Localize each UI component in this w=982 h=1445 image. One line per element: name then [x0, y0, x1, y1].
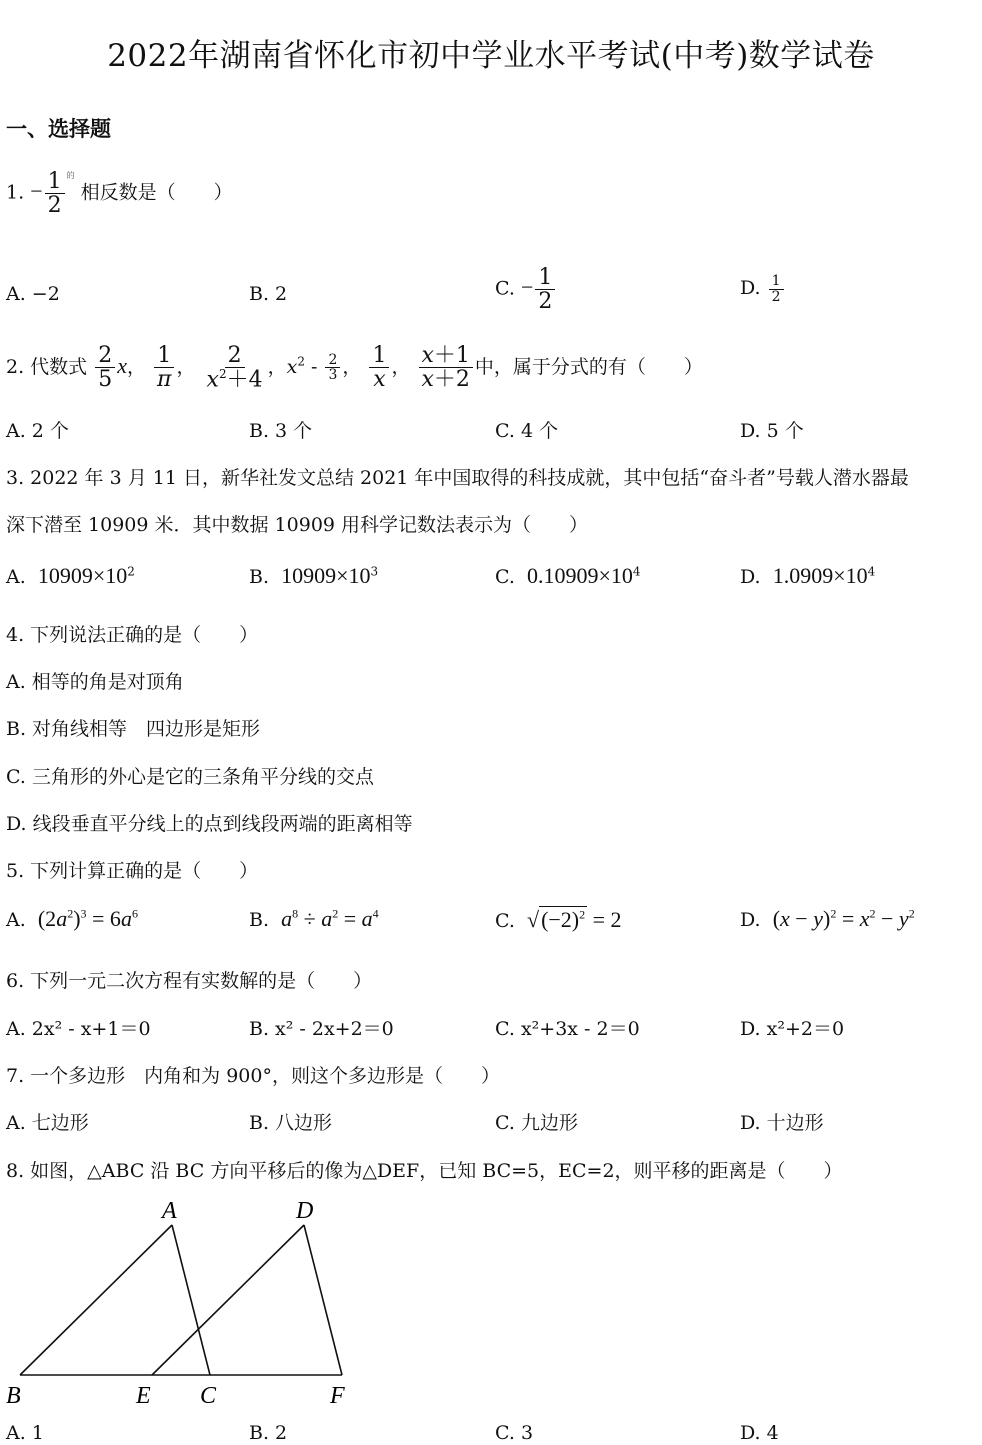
q4-option-d[interactable]: D. 线段垂直平分线上的点到线段两端的距离相等	[6, 813, 413, 835]
q4-option-b[interactable]: B. 对角线相等 四边形是矩形	[6, 718, 261, 740]
q8-option-d[interactable]: D. 4	[740, 1422, 779, 1444]
q6-option-d[interactable]: D. x²+2＝0	[740, 1018, 845, 1040]
q1-option-c[interactable]: C. − $\frac{1}{2}$	[495, 266, 557, 313]
q5-option-a[interactable]: A. $(2a^2)^3 = 6a^6$	[6, 906, 138, 931]
section-heading: 一、选择题	[6, 117, 111, 141]
q6-option-c[interactable]: C. x²+3x - 2＝0	[495, 1018, 640, 1040]
segment-df	[304, 1225, 342, 1375]
question-3-line1: 3. 2022 年 3 月 11 日，新华社发文总结 2021 年中国取得的科技成就，其中包括“奋斗者”号载人潜水器最	[6, 467, 909, 489]
q7-option-c[interactable]: C. 九边形	[495, 1112, 578, 1134]
fraction: $\frac{1}{2}$	[45, 170, 65, 217]
question-4: 4. 下列说法正确的是（ ）	[6, 624, 259, 646]
q1-option-a[interactable]: A. −2	[6, 283, 60, 305]
q7-option-b[interactable]: B. 八边形	[249, 1112, 333, 1134]
q3-option-a[interactable]: A. $10909\times 10^2$	[6, 563, 135, 588]
label-d: D	[296, 1198, 314, 1224]
question-3-line2: 深下潜至 10909 米．其中数据 10909 用科学记数法表示为（ ）	[6, 514, 589, 536]
page-title: 2022年湖南省怀化市初中学业水平考试(中考)数学试卷	[107, 38, 875, 74]
q4-option-c[interactable]: C. 三角形的外心是它的三条角平分线的交点	[6, 766, 374, 788]
segment-de	[152, 1225, 304, 1375]
q3-option-c[interactable]: C. $0.10909\times 10^4$	[495, 563, 641, 588]
q6-option-b[interactable]: B. x² - 2x+2＝0	[249, 1018, 394, 1040]
question-stem: 相反数是（ ）	[80, 181, 233, 204]
translation-figure	[0, 1190, 380, 1415]
q5-option-c[interactable]: C. $√(-2)^2 = 2$	[495, 907, 622, 932]
q5-option-b[interactable]: B. $a^8 \div a^2 = a^4$	[249, 906, 379, 931]
q3-option-d[interactable]: D. $1.0909\times 10^4$	[740, 563, 876, 588]
label-b: B	[6, 1383, 21, 1409]
q8-option-c[interactable]: C. 3	[495, 1422, 534, 1444]
q5-option-d[interactable]: D. $(x - y)^2 = x^2 - y^2$	[740, 906, 915, 931]
question-5: 5. 下列计算正确的是（ ）	[6, 860, 259, 882]
q7-option-d[interactable]: D. 十边形	[740, 1112, 824, 1134]
label-e: E	[136, 1383, 151, 1409]
question-number: 1.	[6, 181, 25, 204]
q7-option-a[interactable]: A. 七边形	[6, 1112, 89, 1134]
segment-ac	[172, 1225, 210, 1375]
q1-option-b[interactable]: B. 2	[249, 283, 288, 305]
label-a: A	[162, 1198, 177, 1224]
label-c: C	[200, 1383, 217, 1409]
question-2: 2. 代数式 $\frac{2}{5}$ x， $\frac{1}{\pi}$ ， $\frac{2}{x^2+4}$ ，$x^2$ - $\frac{2}{3}$ ， $\frac{1}{x}$ ， $\frac{x+1}{x+2}$ 中，属于分式的有（ ）	[6, 343, 703, 393]
question-8: 8. 如图，△ABC 沿 BC 方向平移后的像为△DEF，已知 BC=5，EC=2，则平移的距离是（ ）	[6, 1160, 843, 1182]
q8-option-b[interactable]: B. 2	[249, 1422, 288, 1444]
label-f: F	[330, 1383, 345, 1409]
q2-option-a[interactable]: A. 2 个	[6, 420, 69, 442]
q2-option-b[interactable]: B. 3 个	[249, 420, 313, 442]
q8-option-a[interactable]: A. 1	[6, 1422, 44, 1444]
q3-option-b[interactable]: B. $10909\times 10^3$	[249, 563, 379, 588]
question-1: 1. − $\frac{1}{2}$ $^的$ 相反数是（ ）	[6, 169, 233, 219]
q1-option-d[interactable]: D. $\frac{1}{2}$	[740, 274, 786, 304]
q2-option-c[interactable]: C. 4 个	[495, 420, 559, 442]
segment-ab	[20, 1225, 172, 1375]
q4-option-a[interactable]: A. 相等的角是对顶角	[6, 671, 184, 693]
q6-option-a[interactable]: A. 2x² - x+1＝0	[6, 1018, 151, 1040]
q2-option-d[interactable]: D. 5 个	[740, 420, 804, 442]
question-6: 6. 下列一元二次方程有实数解的是（ ）	[6, 970, 373, 992]
question-7: 7. 一个多边形 内角和为 900°，则这个多边形是（ ）	[6, 1065, 500, 1087]
